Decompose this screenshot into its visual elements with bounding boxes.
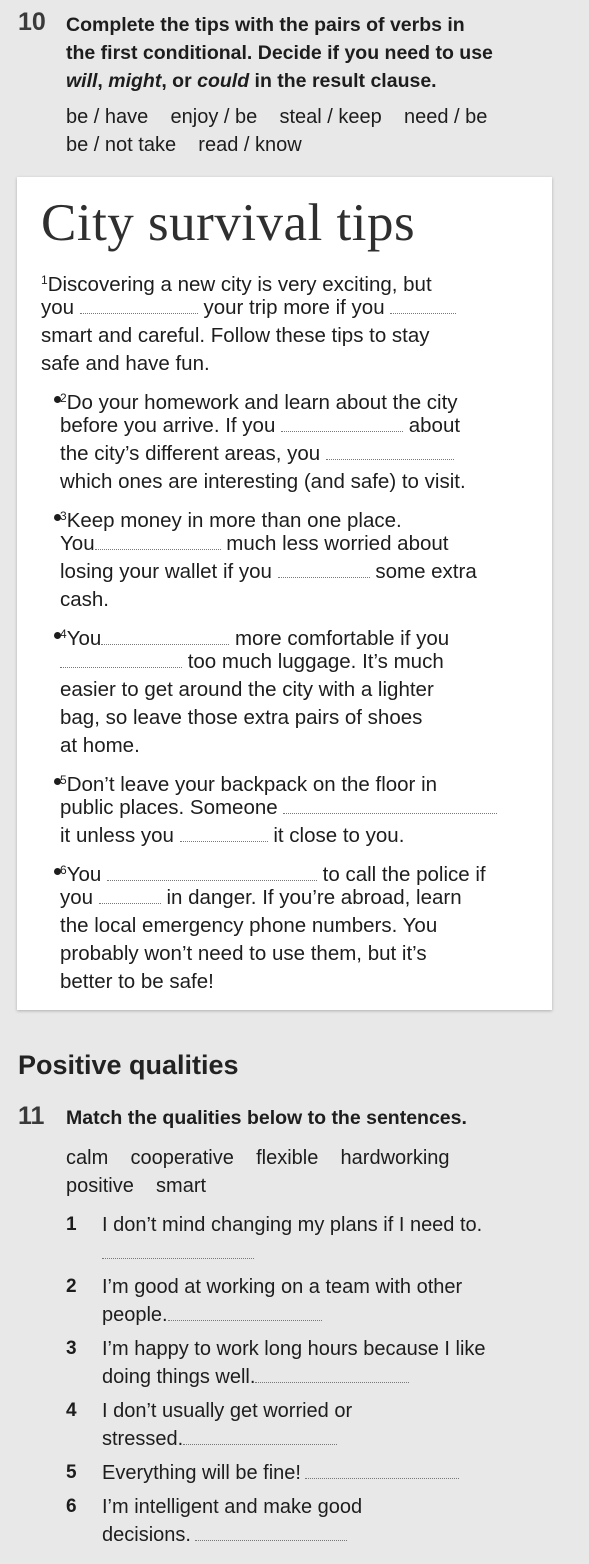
item-number: 3: [60, 509, 67, 523]
tip-line: [60, 794, 497, 822]
text: You: [66, 627, 102, 650]
text: in danger. If you’re abroad, learn: [160, 886, 462, 909]
tip-line: [60, 648, 444, 676]
item-number: 4: [60, 627, 67, 641]
item-number: 2: [66, 1276, 77, 1297]
intro-line: smart and careful. Follow these tips to stay: [41, 324, 430, 347]
text: Keep money in more than one place.: [66, 509, 402, 532]
instruction-end: in the result clause.: [249, 70, 437, 92]
text: about: [403, 414, 461, 437]
answer-blank[interactable]: [107, 862, 317, 881]
tip-line: probably won’t need to use them, but it’s: [60, 942, 427, 965]
exercise-instruction: [66, 11, 566, 95]
text: your trip more if you: [197, 296, 391, 319]
item-sentence: [102, 1459, 459, 1487]
answer-blank[interactable]: [101, 626, 229, 645]
city-survival-tips-card: [17, 177, 552, 1010]
tip-line: [60, 412, 460, 440]
answer-blank[interactable]: [95, 531, 221, 550]
word-bank-line: be / not take read / know: [66, 134, 302, 156]
instruction-might: might: [108, 70, 162, 92]
tip-line: [60, 884, 462, 912]
text: you: [41, 296, 80, 319]
item-answer-line: [102, 1239, 254, 1267]
text: to call the police if: [316, 863, 486, 886]
text: Discovering a new city is very exciting, but: [47, 273, 432, 296]
answer-blank[interactable]: [102, 1240, 254, 1259]
text: stressed.: [102, 1428, 184, 1450]
item-sentence: [102, 1521, 347, 1549]
instruction-line: Complete the tips with the pairs of verbs in: [66, 14, 465, 36]
instruction-line: the first conditional. Decide if you need to use: [66, 42, 493, 64]
tip-line: better to be safe!: [60, 970, 214, 993]
intro-line: [41, 294, 456, 322]
tip-line: cash.: [60, 588, 109, 611]
item-sentence: I don’t usually get worried or: [102, 1400, 353, 1422]
item-number: 5: [66, 1462, 77, 1483]
item-number: 1: [41, 273, 48, 287]
text: you: [60, 886, 99, 909]
text: it close to you.: [267, 824, 405, 847]
text: too much luggage. It’s much: [182, 650, 444, 673]
word-bank-line: be / have enjoy / be steal / keep need / be: [66, 106, 488, 128]
tip-line: [60, 558, 477, 586]
item-sentence: I’m intelligent and make good: [102, 1496, 363, 1518]
text: doing things well.: [102, 1366, 256, 1388]
item-sentence: [102, 1301, 322, 1329]
tip-line: at home.: [60, 734, 140, 757]
text: the city’s different areas, you: [60, 442, 326, 465]
exercise-number: 11: [18, 1102, 45, 1130]
instruction-sep: ,: [97, 70, 109, 92]
item-sentence: I don’t mind changing my plans if I need to.: [102, 1214, 483, 1236]
item-sentence: [102, 1363, 409, 1391]
item-number: 2: [60, 391, 67, 405]
answer-blank[interactable]: [183, 1426, 337, 1445]
tip-line: [60, 822, 404, 850]
item-number: 5: [60, 773, 67, 787]
item-sentence: I’m good at working on a team with other: [102, 1276, 463, 1298]
tip-line: [60, 530, 448, 558]
text: losing your wallet if you: [60, 560, 278, 583]
answer-blank[interactable]: [60, 649, 182, 668]
answer-blank[interactable]: [283, 795, 497, 814]
card-title: City survival tips: [41, 194, 416, 252]
answer-blank[interactable]: [326, 441, 454, 460]
answer-blank[interactable]: [390, 295, 456, 314]
section-title: Positive qualities: [18, 1050, 239, 1080]
text: You: [66, 863, 107, 886]
instruction-sep: , or: [161, 70, 198, 92]
text: some extra: [369, 560, 477, 583]
answer-blank[interactable]: [281, 413, 403, 432]
item-sentence: [102, 1425, 337, 1453]
text: people.: [102, 1304, 168, 1326]
answer-blank[interactable]: [195, 1522, 347, 1541]
instruction-will: will: [66, 70, 98, 92]
tip-line: bag, so leave those extra pairs of shoes: [60, 706, 423, 729]
exercise-instruction: Match the qualities below to the sentences.: [66, 1107, 467, 1129]
item-number: 6: [66, 1496, 77, 1517]
word-bank-line: positive smart: [66, 1175, 207, 1197]
text: more comfortable if you: [229, 627, 450, 650]
instruction-could: could: [197, 70, 250, 92]
answer-blank[interactable]: [305, 1460, 459, 1479]
intro-line: safe and have fun.: [41, 352, 210, 375]
text: You: [60, 532, 95, 555]
text: public places. Someone: [60, 796, 284, 819]
text: Do your homework and learn about the city: [66, 391, 458, 414]
item-number: 3: [66, 1338, 77, 1359]
item-number: 4: [66, 1400, 77, 1421]
tip-line: which ones are interesting (and safe) to visit.: [60, 470, 466, 493]
item-number: 6: [60, 863, 67, 877]
tip-line: easier to get around the city with a lighter: [60, 678, 434, 701]
text: it unless you: [60, 824, 180, 847]
item-sentence: I’m happy to work long hours because I like: [102, 1338, 486, 1360]
tip-line: [60, 440, 454, 468]
text: Don’t leave your backpack on the floor in: [66, 773, 438, 796]
text: Everything will be fine!: [102, 1462, 301, 1484]
exercise-number: 10: [18, 8, 46, 36]
text: decisions.: [102, 1524, 191, 1546]
answer-blank[interactable]: [99, 885, 161, 904]
answer-blank[interactable]: [168, 1302, 322, 1321]
answer-blank[interactable]: [255, 1364, 409, 1383]
text: before you arrive. If you: [60, 414, 282, 437]
answer-blank[interactable]: [180, 823, 268, 842]
answer-blank[interactable]: [278, 559, 370, 578]
word-bank-line: calm cooperative flexible hardworking: [66, 1147, 450, 1169]
text: much less worried about: [220, 532, 449, 555]
item-number: 1: [66, 1214, 77, 1235]
tip-line: the local emergency phone numbers. You: [60, 914, 438, 937]
answer-blank[interactable]: [80, 295, 198, 314]
